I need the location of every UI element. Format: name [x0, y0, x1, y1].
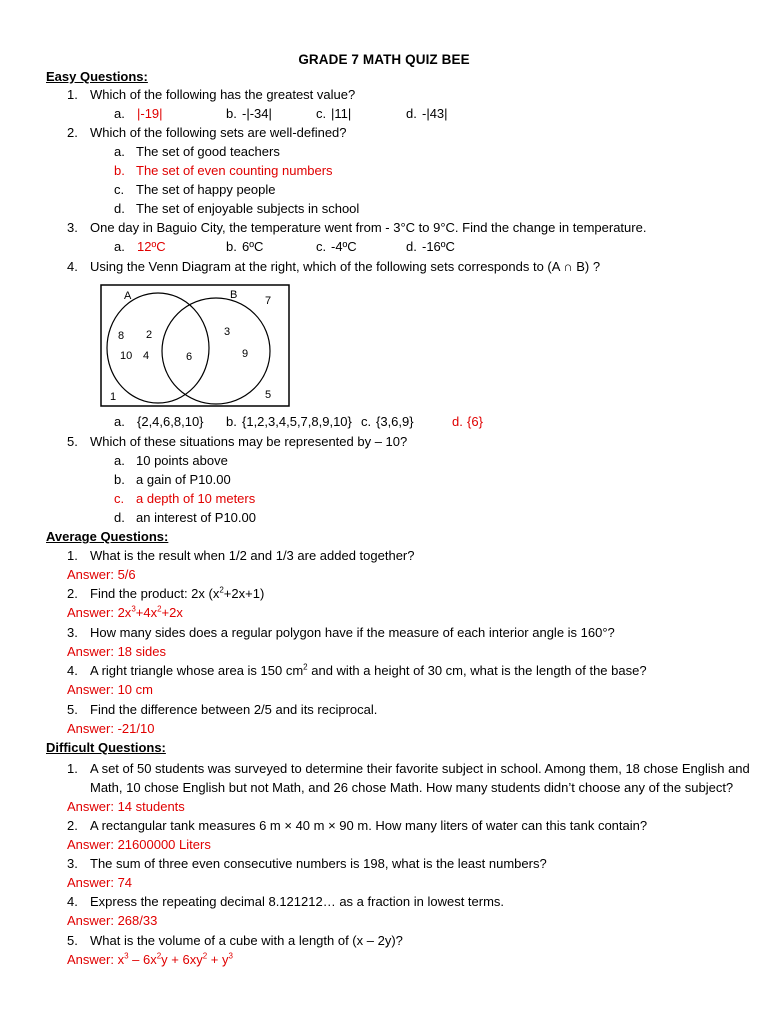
difficult-q4 [67, 893, 505, 911]
venn-a-value: 8 [118, 330, 125, 342]
option-letter: b. [226, 239, 237, 254]
option-letter: d. [406, 239, 417, 254]
question-text: What is the result when 1/2 and 1/3 are added together? [90, 548, 415, 563]
question-number: 3. [67, 220, 78, 235]
question-text: Which of these situations may be represented by – 10? [90, 434, 408, 449]
difficult-q3 [67, 855, 547, 873]
venn-outside-value: 7 [265, 295, 272, 307]
question-number: 2. [67, 818, 78, 833]
option-letter: a. [114, 144, 125, 159]
option-letter: c. [361, 414, 372, 429]
venn-a-value: 2 [146, 329, 153, 341]
option-text: {1,2,3,4,5,7,8,9,10} [242, 414, 352, 429]
option-letter: b. [226, 414, 237, 429]
venn-diagram [100, 284, 290, 408]
question-text: Which of the following sets are well-defined? [90, 125, 347, 140]
option-letter: a. [114, 414, 125, 429]
option-correct: a depth of 10 meters [136, 491, 256, 506]
difficult-q4-answer: Answer: 268/33 [67, 913, 158, 928]
easy-q2-option-b [114, 162, 333, 180]
question-number: 1. [67, 761, 78, 776]
question-number: 3. [67, 856, 78, 871]
option-text: -4ºC [331, 239, 357, 254]
option-text: 6ºC [242, 239, 264, 254]
difficult-q1 [67, 760, 750, 778]
question-text: A right triangle whose area is 150 $cm^2$ and with a height of 30 cm, what is the length of the base? [90, 662, 647, 678]
option-text: an interest of P10.00 [136, 510, 256, 525]
easy-q1 [67, 86, 356, 104]
page-title: GRADE 7 MATH QUIZ BEE [298, 52, 470, 67]
option-text: The set of good teachers [136, 144, 280, 159]
venn-b-value: 9 [242, 348, 249, 360]
difficult-q2-answer: Answer: 21600000 Liters [67, 837, 211, 852]
option-correct: |-19| [137, 106, 163, 121]
easy-section-heading: Easy Questions: [46, 69, 148, 84]
option-text: The set of enjoyable subjects in school [136, 201, 360, 216]
average-section-heading: Average Questions: [46, 529, 169, 544]
average-q5 [67, 701, 378, 719]
question-text: Find the difference between 2/5 and its reciprocal. [90, 702, 378, 717]
option-letter: d. [406, 106, 417, 121]
option-text: The set of happy people [136, 182, 276, 197]
easy-q5-option-b [114, 471, 231, 489]
option-letter: d. [114, 201, 125, 216]
question-number: 1. [67, 548, 78, 563]
option-correct: 12ºC [137, 239, 166, 254]
easy-q5-option-a [114, 452, 228, 470]
option-text: -|-34| [242, 106, 272, 121]
venn-label-b: B [230, 289, 238, 301]
option-text: |11| [331, 106, 352, 121]
option-correct: {6} [467, 414, 483, 429]
difficult-q2 [67, 817, 648, 835]
easy-q3 [67, 219, 647, 237]
difficult-q3-answer: Answer: 74 [67, 875, 133, 890]
question-number: 4. [67, 894, 78, 909]
question-text: A rectangular tank measures 6 m × 40 m × 90 m. How many liters of water can this tank contain? [90, 818, 648, 833]
question-text: How many sides does a regular polygon have if the measure of each interior angle is 160°? [90, 625, 615, 640]
easy-q2 [67, 124, 347, 142]
question-number: 2. [67, 125, 78, 140]
option-letter: c. [114, 182, 125, 197]
venn-intersection-value: 6 [186, 351, 193, 363]
question-number: 3. [67, 625, 78, 640]
easy-q5-option-d [114, 509, 256, 527]
average-q3-answer: Answer: 18 sides [67, 644, 166, 659]
easy-q2-option-d [114, 200, 360, 218]
option-letter: c. [316, 106, 327, 121]
average-q2-answer: Answer: $2x^3+4x^2+2x$ [67, 604, 183, 620]
question-text: One day in Baguio City, the temperature went from - 3°C to 9°C. Find the change in temperature. [90, 220, 647, 235]
venn-circle-a [107, 293, 209, 403]
question-text: Which of the following has the greatest value? [90, 87, 356, 102]
option-letter: d. [114, 510, 125, 525]
option-text: -|43| [422, 106, 448, 121]
option-letter: b. [114, 163, 125, 178]
option-letter: a. [114, 239, 125, 254]
option-letter: a. [114, 453, 125, 468]
option-letter: a. [114, 106, 125, 121]
average-q5-answer: Answer: -21/10 [67, 721, 155, 736]
average-q3 [67, 624, 615, 642]
question-number: 4. [67, 259, 78, 274]
question-number: 4. [67, 663, 78, 678]
question-number: 1. [67, 87, 78, 102]
easy-q2-option-a [114, 143, 280, 161]
question-number: 2. [67, 586, 78, 601]
option-letter: c. [114, 491, 125, 506]
venn-b-value: 3 [224, 326, 231, 338]
easy-q2-option-c [114, 181, 276, 199]
option-text: {3,6,9} [376, 414, 414, 429]
option-text: {2,4,6,8,10} [137, 414, 204, 429]
option-letter: d. [452, 414, 463, 429]
venn-a-value: 10 [120, 350, 133, 362]
question-number: 5. [67, 933, 78, 948]
easy-q5-option-c [114, 490, 256, 508]
venn-outside-value: 1 [110, 391, 117, 403]
option-letter: b. [226, 106, 237, 121]
question-text: The sum of three even consecutive numbers is 198, what is the least numbers? [90, 856, 547, 871]
difficult-q1-answer: Answer: 14 students [67, 799, 185, 814]
difficult-q1-continued: Math, 10 chose English but not Math, and 26 chose Math. How many students didn’t choose any of the subject? [90, 780, 734, 795]
question-text: Using the Venn Diagram at the right, which of the following sets corresponds to (A ∩ B) ? [90, 259, 601, 274]
question-text: A set of 50 students was surveyed to determine their favorite subject in school. Among them, 18 chose English and [90, 761, 750, 776]
easy-q4 [67, 258, 601, 276]
average-q2 [67, 585, 265, 603]
average-q1-answer: Answer: 5/6 [67, 567, 136, 582]
question-text: Express the repeating decimal 8.121212… as a fraction in lowest terms. [90, 894, 505, 909]
option-text: 10 points above [136, 453, 228, 468]
question-number: 5. [67, 434, 78, 449]
difficult-q5-answer: Answer: $x^3 - 6x^2y + 6xy^2 + y^3$ [67, 951, 233, 967]
venn-circle-b [162, 298, 270, 404]
question-text: Find the product: 2x $(x^2+2x+1)$ [90, 585, 265, 601]
venn-label-a: A [124, 290, 132, 302]
easy-q5 [67, 433, 408, 451]
difficult-section-heading: Difficult Questions: [46, 740, 166, 755]
venn-outside-value: 5 [265, 389, 272, 401]
average-q4-answer: Answer: 10 cm [67, 682, 153, 697]
option-correct: The set of even counting numbers [136, 163, 333, 178]
venn-a-value: 4 [143, 350, 150, 362]
question-text: What is the volume of a cube with a length of (x – 2y)? [90, 933, 403, 948]
difficult-q5 [67, 932, 403, 950]
average-q4 [67, 662, 647, 680]
option-letter: c. [316, 239, 327, 254]
option-text: -16ºC [422, 239, 455, 254]
question-number: 5. [67, 702, 78, 717]
average-q1 [67, 547, 415, 565]
option-letter: b. [114, 472, 125, 487]
option-text: a gain of P10.00 [136, 472, 231, 487]
